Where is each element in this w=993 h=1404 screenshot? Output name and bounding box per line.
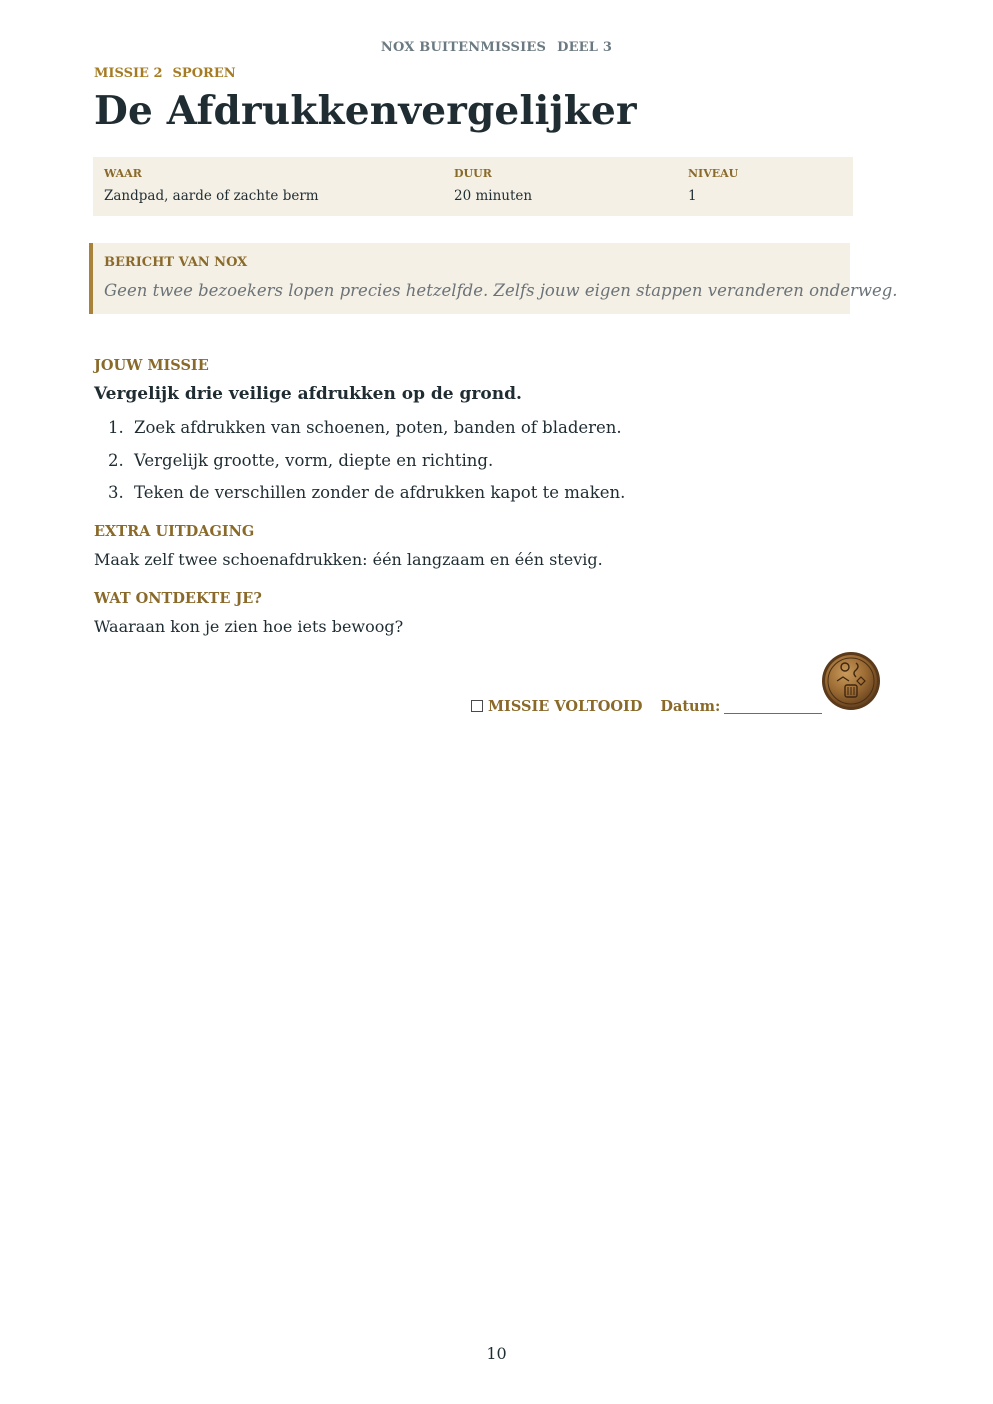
extra-challenge-label: EXTRA UITDAGING <box>94 523 255 540</box>
mission-theme: SPOREN <box>172 66 236 81</box>
page-title: De Afdrukkenvergelijker <box>94 88 637 134</box>
nox-message-callout <box>89 243 898 314</box>
discover-label: WAT ONTDEKTE JE? <box>94 590 262 607</box>
mission-section-label: JOUW MISSIE <box>94 357 209 374</box>
mission-lead: Vergelijk drie veilige afdrukken op de grond. <box>94 384 522 404</box>
step-text: Teken de verschillen zonder de afdrukken kapot te maken. <box>134 483 626 502</box>
volume-label: DEEL 3 <box>557 40 613 55</box>
meta-level-label: NIVEAU <box>688 167 739 180</box>
discover-question: Waaraan kon je zien hoe iets bewoog? <box>94 617 404 636</box>
meta-duration-label: DUUR <box>454 167 492 180</box>
bronze-medal-icon <box>821 651 881 711</box>
mission-complete-label: MISSIE VOLTOOID <box>488 698 643 715</box>
extra-challenge-text: Maak zelf twee schoenafdrukken: één langzaam en één stevig. <box>94 550 603 569</box>
step-number: 1. <box>108 418 124 437</box>
mission-complete-checkbox[interactable] <box>471 700 483 712</box>
step-text: Zoek afdrukken van schoenen, poten, banden of bladeren. <box>134 418 622 437</box>
meta-where-label: WAAR <box>104 167 142 180</box>
series-title: NOX BUITENMISSIES <box>380 40 547 55</box>
message-label: BERICHT VAN NOX <box>104 255 248 270</box>
meta-level-value: 1 <box>688 188 697 204</box>
step-number: 2. <box>108 450 124 470</box>
meta-duration-value: 20 minuten <box>454 188 533 204</box>
running-header <box>0 40 993 55</box>
page-number: 10 <box>486 1344 507 1363</box>
mission-meta-panel <box>93 157 853 216</box>
date-field[interactable] <box>724 701 822 714</box>
mission-number: MISSIE 2 <box>94 66 163 81</box>
completion-row <box>471 698 822 715</box>
meta-where <box>104 167 319 204</box>
meta-duration <box>454 167 532 204</box>
step-number: 3. <box>108 483 124 502</box>
mission-kicker <box>94 66 236 81</box>
meta-where-value: Zandpad, aarde of zachte berm <box>104 188 319 204</box>
meta-level <box>688 167 738 204</box>
step-text: Vergelijk grootte, vorm, diepte en richting. <box>134 450 494 470</box>
date-label: Datum: <box>660 698 721 715</box>
message-text: Geen twee bezoekers lopen precies hetzelfde. Zelfs jouw eigen stappen veranderen onderweg. <box>104 281 898 300</box>
